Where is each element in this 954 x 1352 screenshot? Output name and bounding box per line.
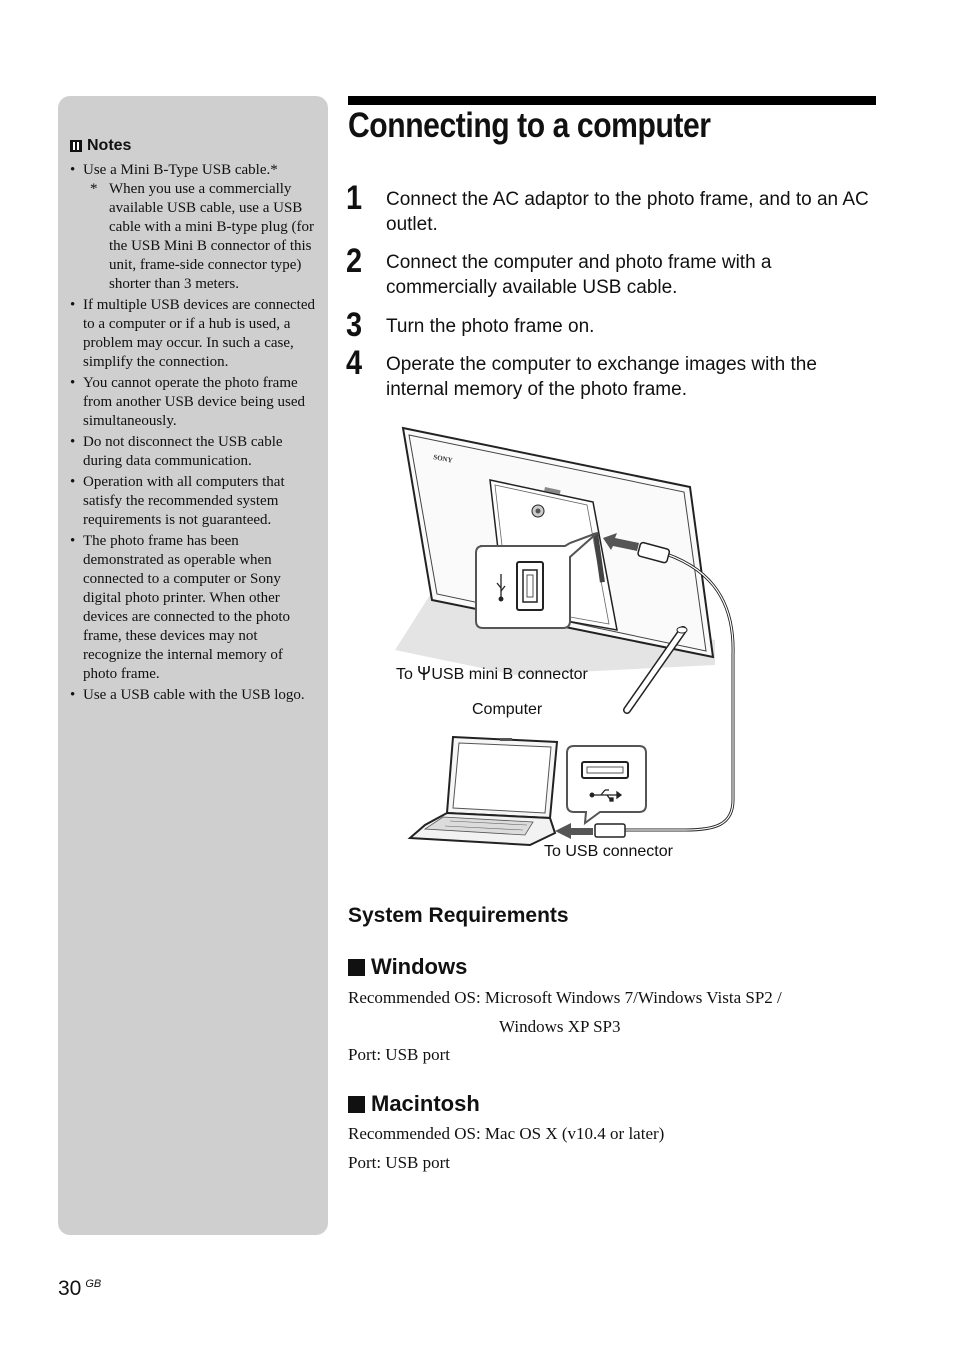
label-computer: Computer — [472, 701, 543, 718]
windows-os-line: Recommended OS: Microsoft Windows 7/Windows Vista SP2 / — [348, 988, 782, 1007]
step-text: Connect the AC adaptor to the photo frame, and to an AC outlet. — [386, 189, 869, 235]
windows-heading: Windows — [348, 954, 467, 980]
step-number: 2 — [346, 242, 363, 280]
brand-logo: SONY — [432, 453, 454, 465]
label-usb-connector: To USB connector — [544, 843, 673, 860]
footnote: * When you use a commercially available USB cable, use a USB cable with a mini B-type plug (for the USB Mini B connector of this unit, frame-side connector type) shorter than 3 meters. — [90, 181, 314, 292]
title-rule — [348, 96, 876, 105]
note-item: • Do not disconnect the USB cable during data communication. — [70, 434, 283, 469]
connection-illustration — [395, 425, 740, 865]
macintosh-heading: Macintosh — [348, 1091, 480, 1117]
note-item: • Use a USB cable with the USB logo. — [70, 687, 305, 703]
note-icon — [70, 140, 82, 152]
note-item: • The photo frame has been demonstrated as operable when connected to a computer or Sony digital photo printer. When other devices are connected to the photo frame, these devices may not recognize the internal memory of photo frame. — [70, 533, 290, 682]
step-text: Connect the computer and photo frame with a commercially available USB cable. — [386, 252, 772, 298]
note-item: • Use a Mini B-Type USB cable.* * When you use a commercially available USB cable, use a USB cable with a mini B-type plug (for the USB Mini B connector of this unit, frame-side connector type) shorter than 3 meters. — [70, 162, 314, 292]
notes-list — [70, 161, 315, 707]
mac-port-line: Port: USB port — [348, 1153, 451, 1172]
connection-diagram — [395, 425, 740, 865]
label-mini-b: To USB mini B connector — [396, 663, 588, 684]
note-item: • Operation with all computers that satisfy the recommended system requirements is not guaranteed. — [70, 474, 285, 528]
usb-a-callout — [567, 746, 646, 823]
step-text: Operate the computer to exchange images with the internal memory of the photo frame. — [386, 354, 817, 400]
notes-heading — [70, 137, 131, 155]
note-item: • If multiple USB devices are connected to a computer or if a hub is used, a problem may occur. In such a case, simplify the connection. — [70, 297, 316, 370]
page-number: 30 $^{GB}$ — [58, 1277, 102, 1300]
laptop — [410, 737, 557, 845]
system-requirements-heading: System Requirements — [348, 904, 569, 927]
windows-port-line: Port: USB port — [348, 1045, 451, 1064]
step-number: 3 — [346, 306, 363, 344]
region-code: GB — [85, 1278, 102, 1290]
step-number: 1 — [346, 179, 363, 217]
usb-symbol-icon — [417, 663, 431, 681]
windows-os-line-2: Windows XP SP3 — [499, 1017, 621, 1036]
mac-os-line: Recommended OS: Mac OS X (v10.4 or later) — [348, 1124, 665, 1143]
note-item: • You cannot operate the photo frame from another USB device being used simultaneously. — [70, 375, 306, 429]
step-text: Turn the photo frame on. — [386, 316, 595, 337]
step-number: 4 — [346, 344, 363, 382]
square-bullet-icon — [348, 959, 365, 976]
notes-title-text: Notes — [87, 137, 132, 154]
page-title: Connecting to a computer — [348, 106, 711, 145]
square-bullet-icon — [348, 1096, 365, 1113]
